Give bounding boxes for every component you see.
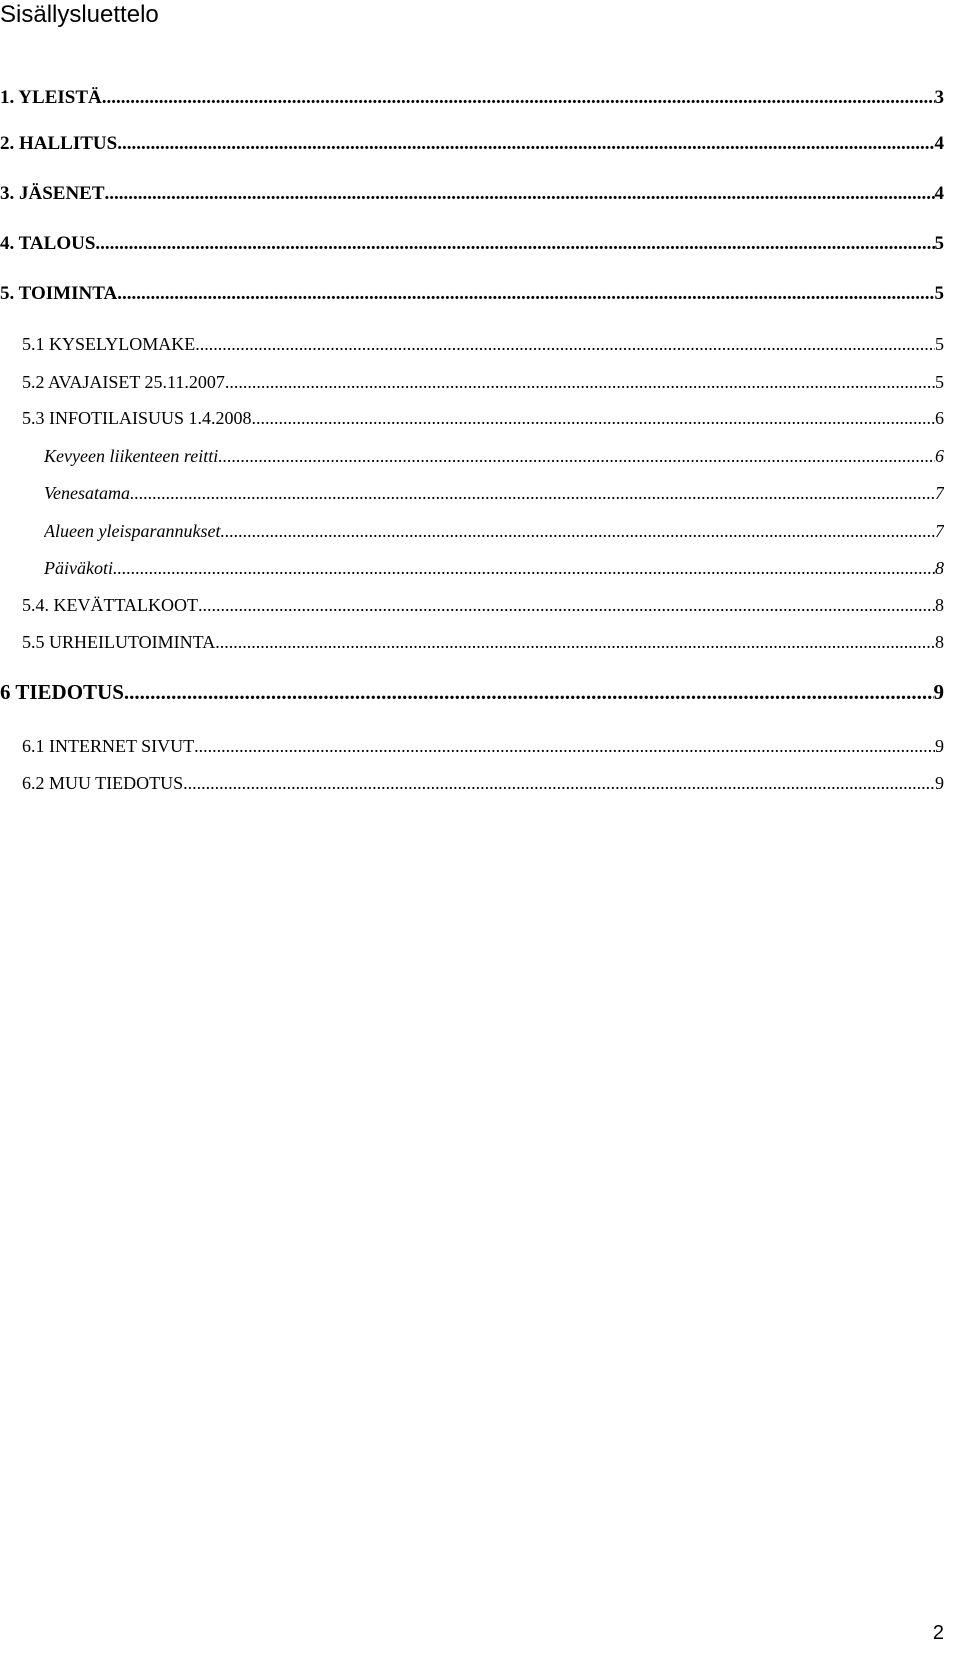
toc-entry-toiminta[interactable] — [0, 282, 944, 306]
toc-entry-internet-sivut[interactable] — [22, 734, 944, 758]
toc-entry-alueen-yleisparannukset[interactable] — [44, 519, 944, 543]
toc-dot-leader — [194, 734, 935, 758]
toc-entry-page: 3 — [934, 87, 944, 108]
toc-dot-leader — [130, 481, 935, 505]
toc-entry-page: 9 — [935, 736, 944, 756]
toc-entry-label: Kevyeen liikenteen reitti — [44, 446, 219, 466]
toc-entry-label: 1. YLEISTÄ — [0, 87, 102, 108]
toc-dot-leader — [198, 593, 935, 617]
toc-entry-yleista[interactable] — [0, 86, 944, 110]
toc-entry-label: 2. HALLITUS — [0, 133, 118, 154]
toc-entry-label: 6.2 MUU TIEDOTUS — [22, 773, 184, 793]
toc-dot-leader — [124, 680, 934, 704]
toc-entry-page: 9 — [935, 773, 944, 793]
toc-dot-leader — [95, 232, 934, 256]
toc-entry-page: 7 — [935, 521, 944, 541]
toc-entry-label: 5.3 INFOTILAISUUS 1.4.2008 — [22, 408, 252, 428]
toc-dot-leader — [220, 519, 935, 543]
toc-entry-infotilaisuus[interactable] — [22, 406, 944, 430]
toc-entry-kevattalkoot[interactable] — [22, 593, 944, 617]
toc-entry-label: 5.5 URHEILUTOIMINTA — [22, 632, 216, 652]
toc-entry-label: Venesatama — [44, 483, 130, 503]
toc-entry-page: 6 — [935, 408, 944, 428]
toc-entry-jasenet[interactable] — [0, 182, 944, 206]
toc-entry-label: Alueen yleisparannukset — [44, 521, 221, 541]
toc-entry-page: 5 — [934, 233, 944, 254]
toc-entry-page: 8 — [935, 632, 944, 652]
toc-entry-talous[interactable] — [0, 232, 944, 256]
toc-entry-label: 6 TIEDOTUS — [0, 680, 124, 704]
toc-entry-label: 5.4. KEVÄTTALKOOT — [22, 595, 199, 615]
page-number: 2 — [932, 1622, 944, 1644]
toc-entry-kevyeen-liikenteen-reitti[interactable] — [44, 444, 944, 468]
toc-dot-leader — [113, 556, 935, 580]
toc-entry-label: 4. TALOUS — [0, 233, 96, 254]
page-title: Sisällysluettelo — [0, 1, 159, 28]
toc-entry-tiedotus[interactable] — [0, 680, 944, 704]
toc-dot-leader — [218, 444, 935, 468]
toc-entry-page: 5 — [934, 283, 944, 304]
toc-entry-urheilutoiminta[interactable] — [22, 630, 944, 654]
toc-dot-leader — [215, 630, 935, 654]
toc-dot-leader — [105, 182, 935, 206]
toc-entry-page: 7 — [935, 483, 944, 503]
toc-dot-leader — [183, 771, 935, 795]
toc-entry-label: Päiväkoti — [44, 558, 113, 578]
toc-entry-label: 5.1 KYSELYLOMAKE — [22, 334, 196, 354]
toc-entry-avajaiset[interactable] — [22, 370, 944, 394]
toc-dot-leader — [225, 370, 935, 394]
toc-entry-hallitus[interactable] — [0, 132, 944, 156]
toc-entry-page: 8 — [935, 558, 944, 578]
toc-entry-paivakoti[interactable] — [44, 556, 944, 580]
toc-entry-muu-tiedotus[interactable] — [22, 771, 944, 795]
toc-entry-page: 6 — [935, 446, 944, 466]
toc-entry-kyselylomake[interactable] — [22, 332, 944, 356]
toc-entry-venesatama[interactable] — [44, 481, 944, 505]
toc-entry-label: 6.1 INTERNET SIVUT — [22, 736, 195, 756]
toc-entry-page: 5 — [935, 334, 944, 354]
table-of-contents — [0, 0, 944, 820]
toc-dot-leader — [117, 132, 934, 156]
toc-entry-label: 5.2 AVAJAISET 25.11.2007 — [22, 372, 225, 392]
toc-dot-leader — [117, 282, 934, 306]
toc-entry-label: 5. TOIMINTA — [0, 283, 118, 304]
toc-entry-page: 4 — [934, 133, 944, 154]
toc-entry-page: 9 — [933, 680, 944, 704]
toc-dot-leader — [102, 86, 935, 110]
toc-dot-leader — [195, 332, 935, 356]
toc-entry-page: 5 — [935, 372, 944, 392]
toc-entry-page: 4 — [934, 183, 944, 204]
toc-entry-label: 3. JÄSENET — [0, 183, 105, 204]
toc-dot-leader — [252, 406, 936, 430]
toc-entry-page: 8 — [935, 595, 944, 615]
